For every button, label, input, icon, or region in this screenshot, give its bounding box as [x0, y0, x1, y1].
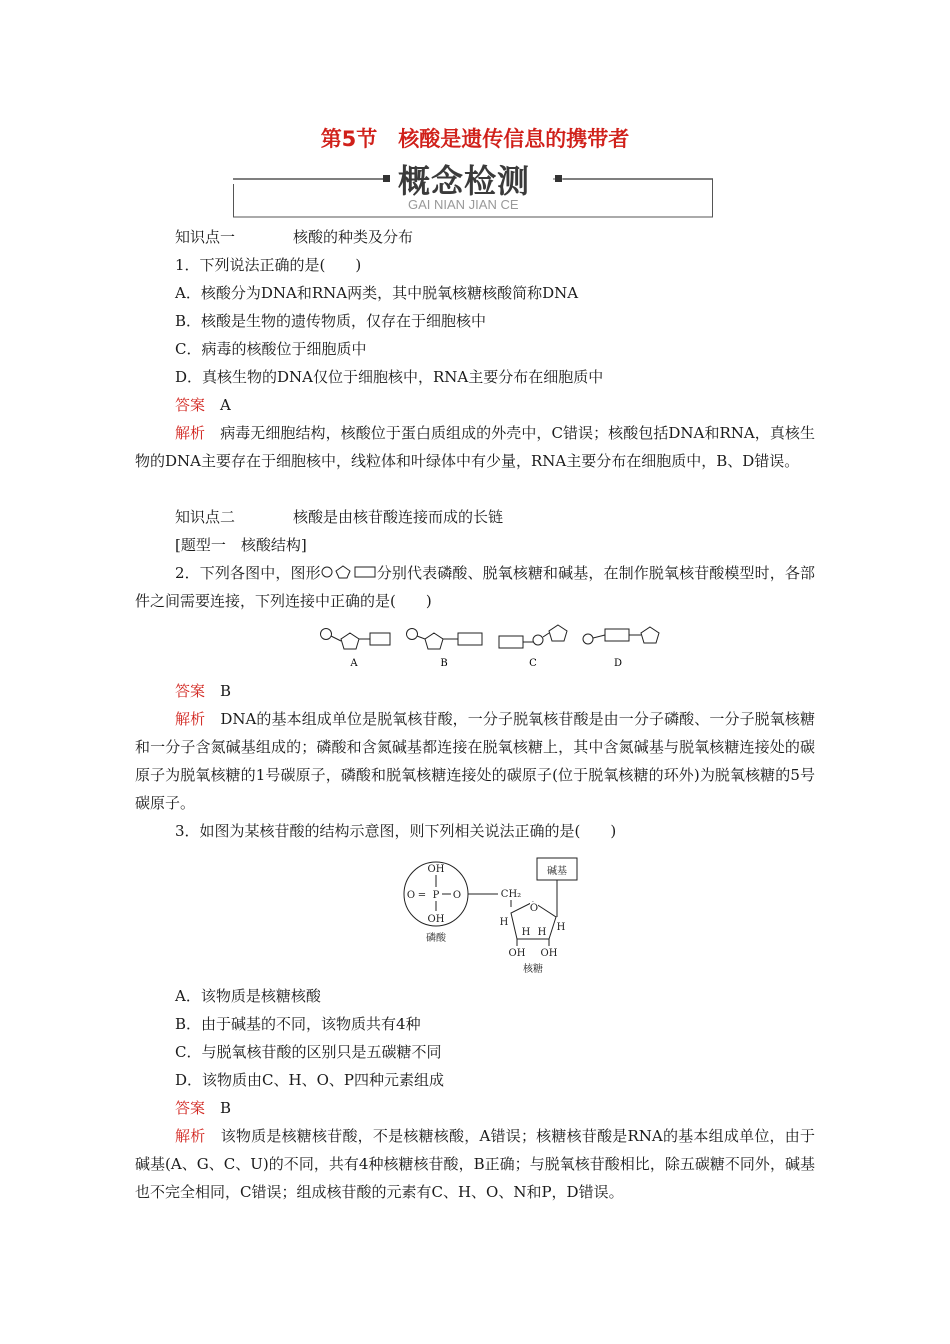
fig-label-d: D	[613, 658, 623, 669]
q1-option-d: D．真核生物的DNA仅位于细胞核中，RNA主要分布在细胞质中	[175, 368, 604, 386]
sugar-label: 核糖	[523, 964, 543, 975]
q2-answer-row	[175, 677, 231, 705]
analysis-text: DNA的基本组成单位是脱氧核苷酸，一分子脱氧核苷酸是由一分子磷酸、一分子脱氧核糖和一分子含氮碱基组成的；磷酸和含氮碱基都连接在脱氧核糖上，其中含氮碱基与脱氧核糖连接处的碳原子为脱氧核糖的1号碳原子，磷酸和脱氧核糖连接处的碳原子(位于脱氧核糖的环外)为脱氧核糖的5号碳原子。	[135, 710, 815, 812]
q3-option-c: C．与脱氧核苷酸的区别只是五碳糖不同	[175, 1043, 442, 1061]
q1-option-a: A．核酸分为DNA和RNA两类，其中脱氧核糖核酸简称DNA	[175, 284, 579, 302]
analysis-label: 解析	[175, 710, 206, 728]
answer-value: B	[220, 682, 232, 700]
phosphate-double-bond: =	[417, 890, 427, 901]
analysis-text: 病毒无细胞结构，核酸位于蛋白质组成的外壳中，C错误；核酸包括DNA和RNA，真核生物的DNA主要存在于细胞核中，线粒体和叶绿体中有少量，RNA主要分布在细胞质中，B、D错误。	[135, 424, 815, 470]
q2-stem	[135, 559, 815, 615]
q2-stem-end: 分别代表磷酸、脱氧核糖和碱基，在制作脱氧核苷酸模型时，各部件之间需要连接，下列连接中正确的是( )	[135, 564, 815, 610]
q1-stem: 1．下列说法正确的是( )	[175, 256, 362, 274]
answer-value: A	[220, 396, 231, 414]
answer-label: 答案	[175, 682, 206, 700]
ch2-label: CH₂	[500, 889, 522, 900]
analysis-text: 该物质是核糖核苷酸，不是核糖核酸，A错误；核糖核苷酸是RNA的基本组成单位，由于碱基(A、G、C、U)的不同，共有4种核糖核苷酸，B正确；与脱氧核苷酸相比，除五碳糖不同外，碱基也不完全相同，C错误；组成核苷酸的元素有C、H、O、N和P，D错误。	[135, 1127, 815, 1201]
phosphate-p: P	[432, 890, 440, 901]
fig-label-a: A	[350, 658, 358, 669]
oh-left: OH	[508, 948, 526, 959]
q3-option-b: B．由于碱基的不同，该物质共有4种	[175, 1015, 421, 1033]
page-title: 第5节 核酸是遗传信息的携带者	[320, 127, 630, 151]
h-left-inner: H	[521, 927, 531, 938]
analysis-label: 解析	[175, 1127, 206, 1145]
nucleotide-structure-diagram	[393, 855, 593, 980]
option-a-model	[321, 629, 391, 650]
banner-title: 概念检测	[398, 162, 531, 200]
q3-answer-row	[175, 1094, 231, 1122]
h-right-inner: H	[537, 927, 547, 938]
phosphate-o-left: O	[406, 890, 416, 901]
phosphate-label: 磷酸	[426, 933, 446, 944]
analysis-label: 解析	[175, 424, 206, 442]
section-1-label: 知识点一	[175, 228, 236, 246]
question-type-label: [题型一 核酸结构]	[175, 536, 307, 554]
q3-stem: 3．如图为某核苷酸的结构示意图，则下列相关说法正确的是( )	[175, 822, 617, 840]
q1-analysis	[135, 419, 815, 475]
q3-option-d: D．该物质由C、H、O、P四种元素组成	[175, 1071, 444, 1089]
section-2-label: 知识点二	[175, 508, 236, 526]
base-label: 碱基	[547, 866, 567, 877]
section-banner	[233, 160, 713, 218]
fig-label-b: B	[440, 658, 448, 669]
q1-answer-row	[175, 391, 231, 419]
answer-label: 答案	[175, 396, 206, 414]
q1-option-c: C．病毒的核酸位于细胞质中	[175, 340, 367, 358]
banner-subtitle: GAI NIAN JIAN CE	[408, 197, 519, 212]
h-right-top: H	[556, 922, 566, 933]
answer-label: 答案	[175, 1099, 206, 1117]
q3-option-a: A．该物质是核糖核酸	[175, 987, 321, 1005]
q3-analysis	[135, 1122, 815, 1206]
fig-label-c: C	[529, 658, 537, 669]
h-left-top: H	[499, 917, 509, 928]
option-b-model	[407, 629, 483, 650]
q2-stem-start: 2．下列各图中，图形	[175, 564, 321, 582]
ring-oxygen: O	[529, 903, 539, 914]
oh-right: OH	[540, 948, 558, 959]
q2-connection-diagrams	[315, 617, 675, 675]
answer-value: B	[220, 1099, 232, 1117]
phosphate-o-right: O	[452, 890, 462, 901]
option-d-model	[583, 627, 659, 644]
q1-option-b: B．核酸是生物的遗传物质，仅存在于细胞核中	[175, 312, 487, 330]
phosphate-oh-bottom: OH	[427, 914, 445, 925]
section-2-topic: 核酸是由核苷酸连接而成的长链	[293, 508, 504, 526]
q2-analysis	[135, 705, 815, 817]
section-1-topic: 核酸的种类及分布	[293, 228, 414, 246]
shape-legend-icons	[321, 565, 377, 579]
phosphate-oh-top: OH	[427, 864, 445, 875]
option-c-model	[499, 625, 567, 648]
